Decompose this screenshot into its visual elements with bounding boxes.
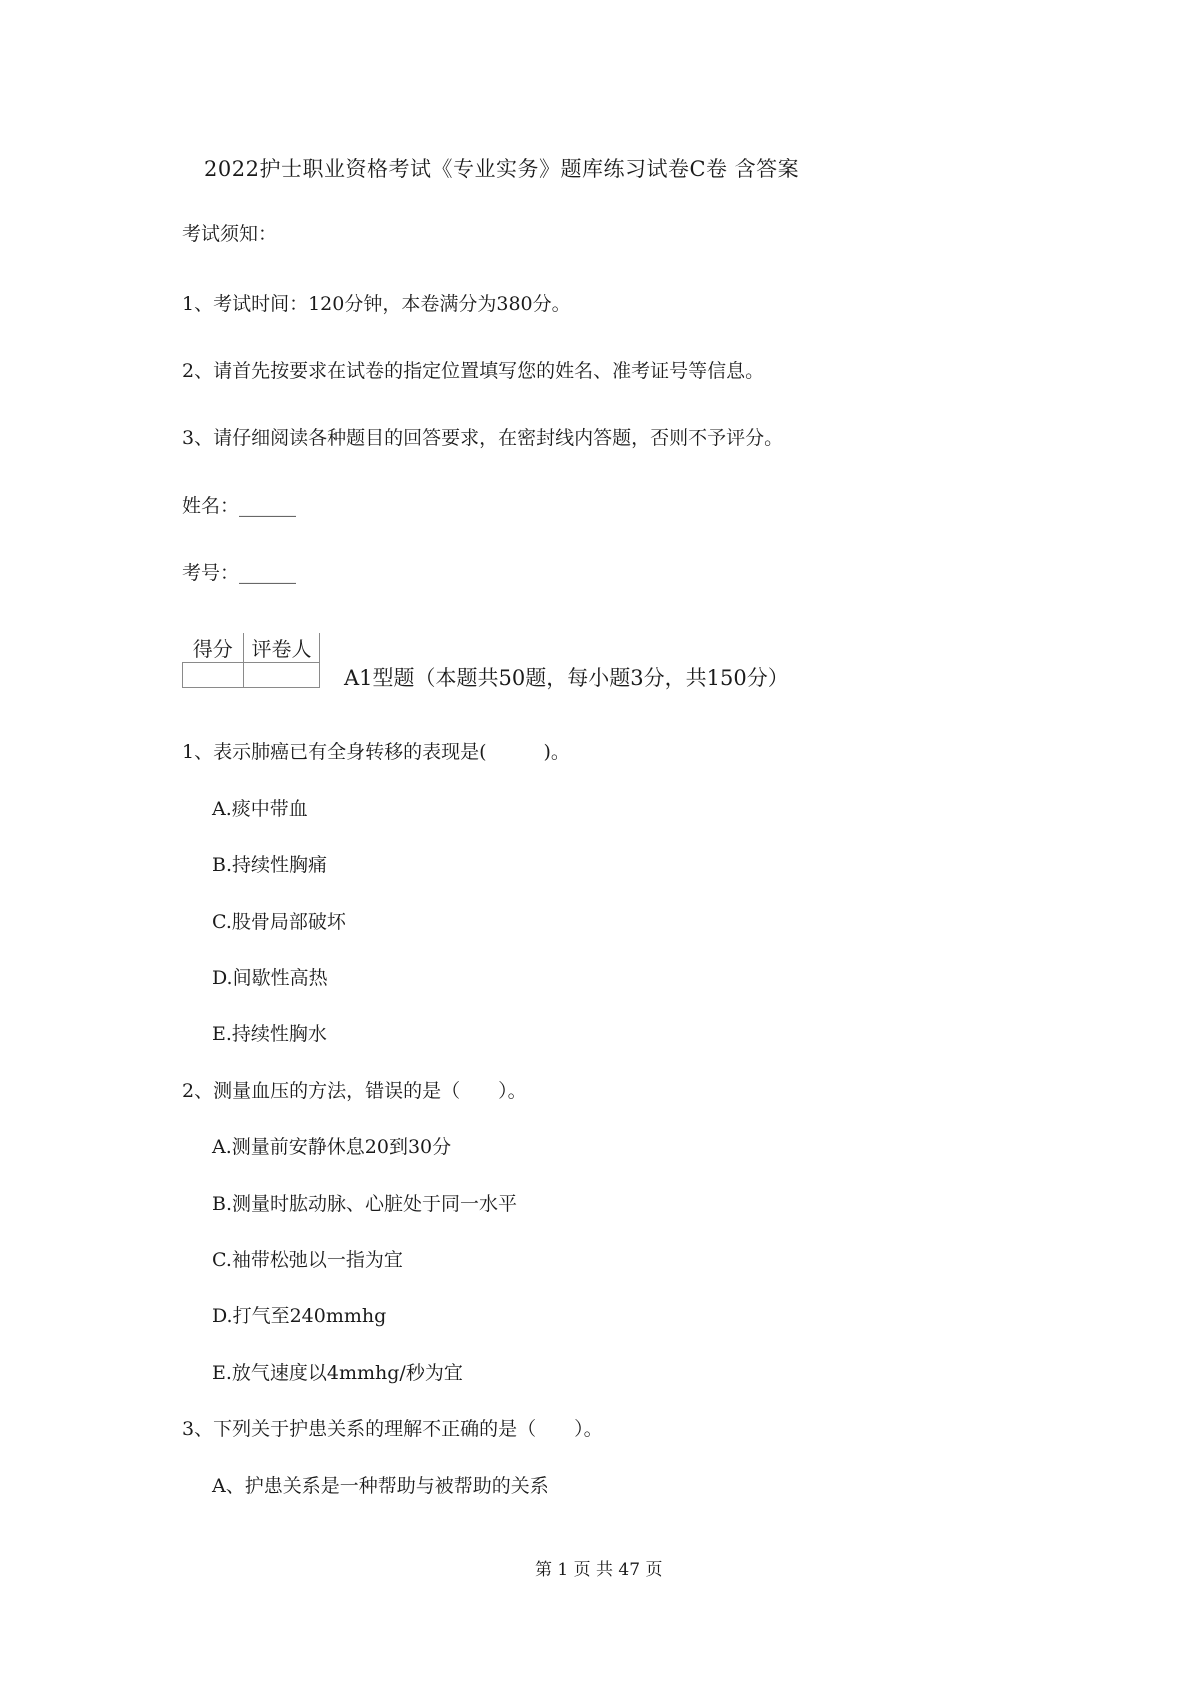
option: A、护患关系是一种帮助与被帮助的关系: [212, 1475, 549, 1497]
score-header: 得分: [183, 633, 244, 663]
option: A.痰中带血: [212, 798, 308, 820]
score-table: [182, 633, 320, 688]
option: C.袖带松弛以一指为宜: [212, 1249, 403, 1271]
question-stem: 2、测量血压的方法，错误的是（ ）。: [182, 1080, 527, 1102]
exam-number-field[interactable]: 考号：______: [182, 562, 297, 584]
notice-item: 3、请仔细阅读各种题目的回答要求，在密封线内答题，否则不予评分。: [182, 427, 784, 449]
option: D.打气至240mmhg: [212, 1305, 387, 1327]
option: E.持续性胸水: [212, 1023, 327, 1045]
name-field[interactable]: 姓名：______: [182, 495, 297, 517]
option: D.间歇性高热: [212, 967, 328, 989]
score-cell[interactable]: [183, 663, 244, 688]
notice-heading: 考试须知：: [182, 223, 278, 245]
grader-header: 评卷人: [244, 633, 320, 663]
grader-cell[interactable]: [244, 663, 320, 688]
option: C.股骨局部破坏: [212, 911, 346, 933]
document-title: 2022护士职业资格考试《专业实务》题库练习试卷C卷 含答案: [204, 157, 800, 181]
page-footer: 第 1 页 共 47 页: [535, 1560, 663, 1580]
notice-item: 1、考试时间：120分钟，本卷满分为380分。: [182, 293, 571, 315]
option: E.放气速度以4mmhg/秒为宜: [212, 1362, 463, 1384]
section-heading: A1型题（本题共50题，每小题3分，共150分）: [344, 666, 789, 690]
notice-item: 2、请首先按要求在试卷的指定位置填写您的姓名、准考证号等信息。: [182, 360, 765, 382]
option: B.持续性胸痛: [212, 854, 328, 876]
question-stem: 3、下列关于护患关系的理解不正确的是（ ）。: [182, 1418, 603, 1440]
question-stem: 1、表示肺癌已有全身转移的表现是( )。: [182, 741, 570, 763]
option: A.测量前安静休息20到30分: [212, 1136, 452, 1158]
option: B.测量时肱动脉、心脏处于同一水平: [212, 1193, 518, 1215]
